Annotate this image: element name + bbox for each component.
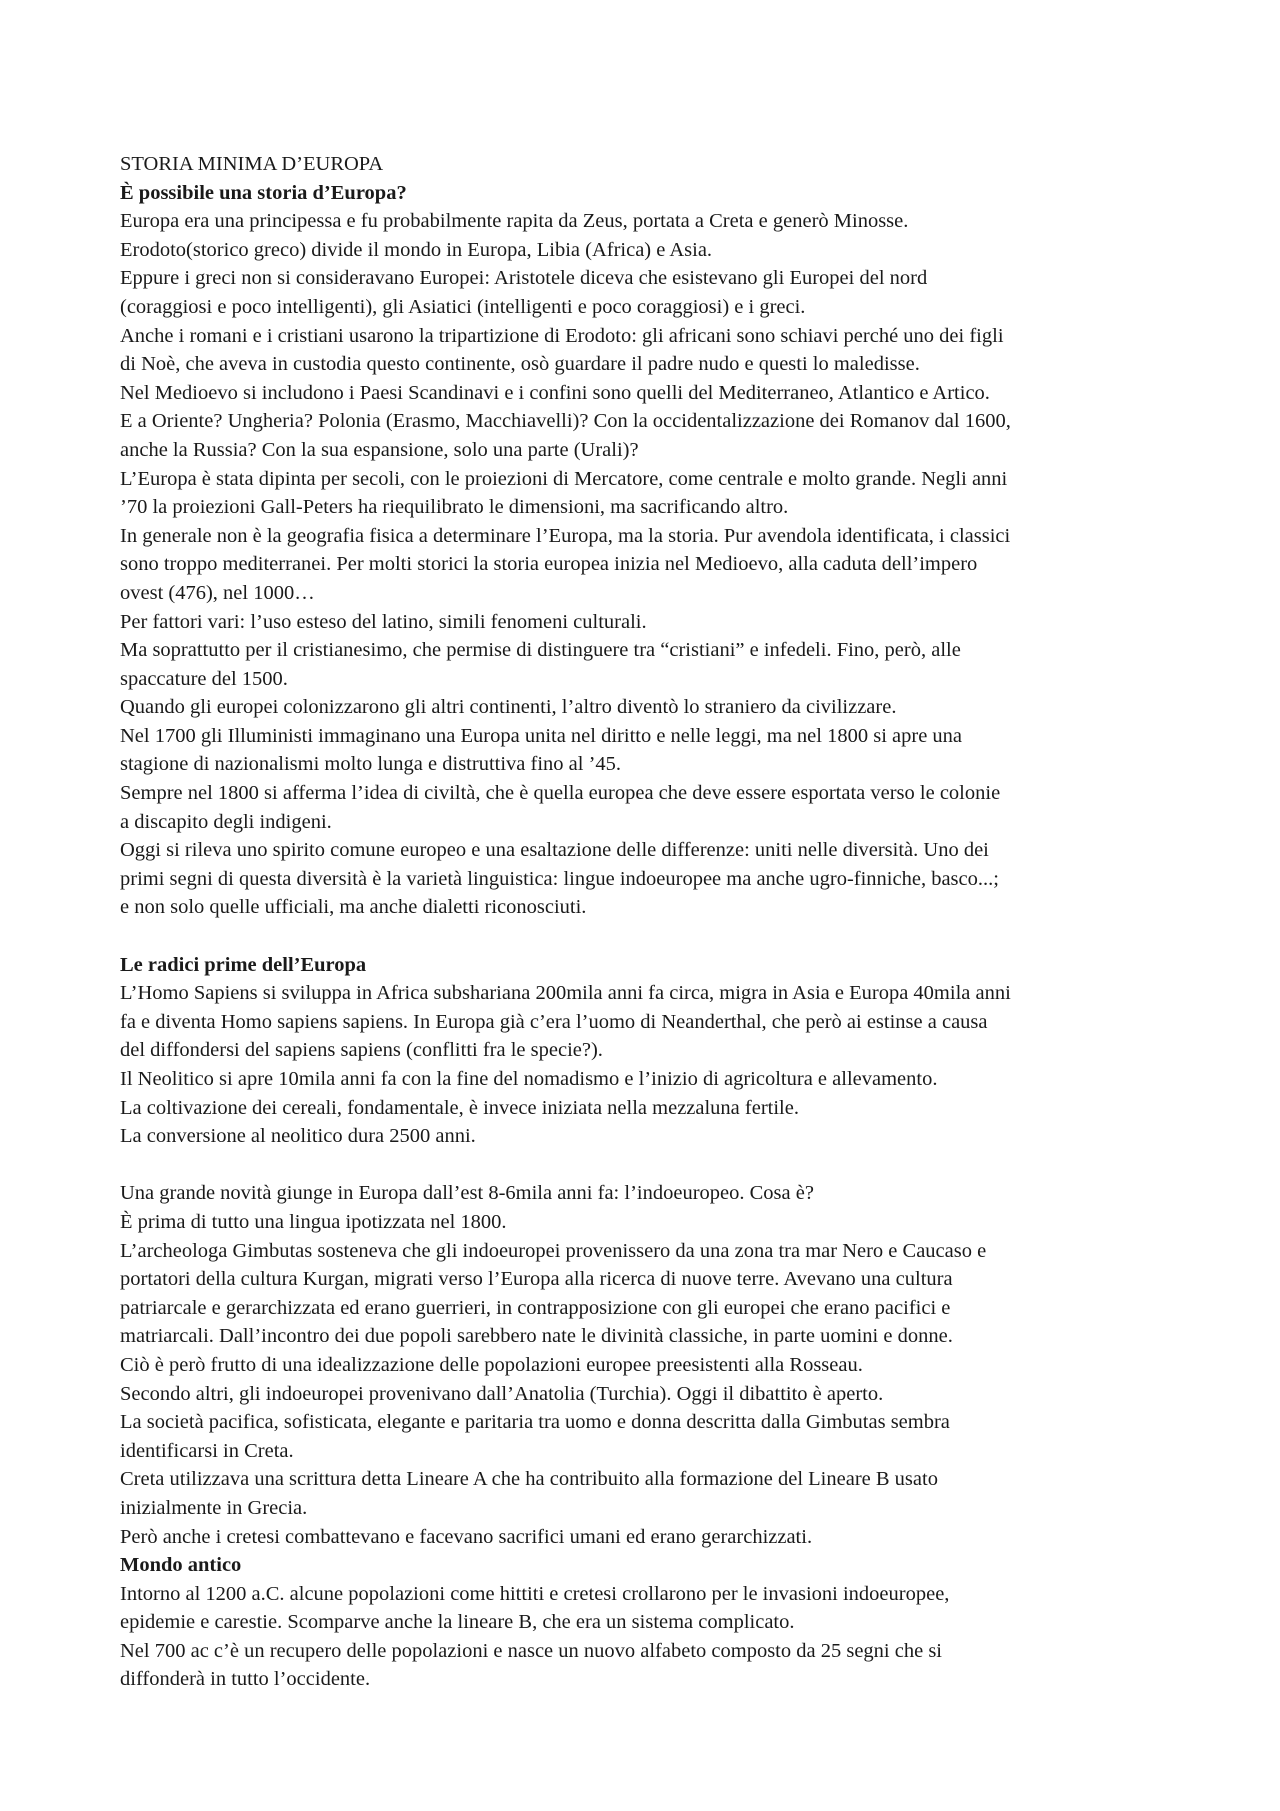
document-title: STORIA MINIMA D’EUROPA <box>120 153 384 175</box>
text-line: sono troppo mediterranei. Per molti storici la storia europea inizia nel Medioevo, alla caduta dell’impero <box>120 553 978 576</box>
text-line: matriarcali. Dall’incontro dei due popoli sarebbero nate le divinità classiche, in parte uomini e donne. <box>120 1325 953 1348</box>
text-line: spaccature del 1500. <box>120 667 288 690</box>
text-line: Ciò è però frutto di una idealizzazione delle popolazioni europee preesistenti alla Rosseau. <box>120 1353 863 1376</box>
text-line: Nel 1700 gli Illuministi immaginano una Europa unita nel diritto e nelle leggi, ma nel 1800 si apre una <box>120 724 963 747</box>
text-line: E a Oriente? Ungheria? Polonia (Erasmo, Macchiavelli)? Con la occidentalizzazione dei Romanov dal 1600, <box>120 410 1011 433</box>
text-line: Il Neolitico si apre 10mila anni fa con la fine del nomadismo e l’inizio di agricoltura e allevamento. <box>120 1068 938 1090</box>
blank-line <box>120 1151 1180 1180</box>
text-line: fa e diventa Homo sapiens sapiens. In Europa già c’era l’uomo di Neanderthal, che però ai estinse a causa <box>120 1010 988 1033</box>
text-line: Nel Medioevo si includono i Paesi Scandinavi e i confini sono quelli del Mediterraneo, Atlantico e Artico. <box>120 381 990 404</box>
text-line: del diffondersi del sapiens sapiens (conflitti fra le specie?). <box>120 1039 603 1062</box>
text-line: L’archeologa Gimbutas sosteneva che gli indoeuropei provenissero da una zona tra mar Nero e Caucaso e <box>120 1239 987 1262</box>
text-line: Sempre nel 1800 si afferma l’idea di civiltà, che è quella europea che deve essere esportata verso le colonie <box>120 782 1001 805</box>
text-line: anche la Russia? Con la sua espansione, solo una parte (Urali)? <box>120 438 639 461</box>
text-line: È prima di tutto una lingua ipotizzata nel 1800. <box>120 1210 507 1233</box>
text-line: La conversione al neolitico dura 2500 anni. <box>120 1125 476 1148</box>
text-line: L’Europa è stata dipinta per secoli, con le proiezioni di Mercatore, come centrale e molto grande. Negli anni <box>120 467 1008 490</box>
text-line: Quando gli europei colonizzarono gli altri continenti, l’altro diventò lo straniero da civilizzare. <box>120 696 897 719</box>
text-line: patriarcale e gerarchizzata ed erano guerrieri, in contrapposizione con gli europei che erano pacifici e <box>120 1296 951 1319</box>
text-line: Però anche i cretesi combattevano e facevano sacrifici umani ed erano gerarchizzati. <box>120 1525 813 1548</box>
text-line: identificarsi in Creta. <box>120 1439 294 1462</box>
text-line: Erodoto(storico greco) divide il mondo in Europa, Libia (Africa) e Asia. <box>120 238 713 261</box>
document-page <box>120 150 1180 1694</box>
text-line: Oggi si rileva uno spirito comune europeo e una esaltazione delle differenze: uniti nelle diversità. Uno dei <box>120 839 989 862</box>
blank-line <box>120 922 1180 951</box>
text-line: portatori della cultura Kurgan, migrati verso l’Europa alla ricerca di nuove terre. Avevano una cultura <box>120 1268 953 1291</box>
section-heading: È possibile una storia d’Europa? <box>120 181 407 204</box>
text-line: Intorno al 1200 a.C. alcune popolazioni come hittiti e cretesi crollarono per le invasioni indoeuropee, <box>120 1582 950 1605</box>
text-line: stagione di nazionalismi molto lunga e distruttiva fino al ’45. <box>120 753 622 776</box>
text-line: (coraggiosi e poco intelligenti), gli Asiatici (intelligenti e poco coraggiosi) e i greci. <box>120 295 806 318</box>
text-line: primi segni di questa diversità è la varietà linguistica: lingue indoeuropee ma anche ugro-finniche, basco...; <box>120 867 999 890</box>
text-line: Anche i romani e i cristiani usarono la tripartizione di Erodoto: gli africani sono schiavi perché uno dei figli <box>120 324 1004 347</box>
text-line: e non solo quelle ufficiali, ma anche dialetti riconosciuti. <box>120 896 587 919</box>
text-line: Ma soprattutto per il cristianesimo, che permise di distinguere tra “cristiani” e infedeli. Fino, però, alle <box>120 639 961 662</box>
text-line: La società pacifica, sofisticata, elegante e paritaria tra uomo e donna descritta dalla Gimbutas sembra <box>120 1411 950 1434</box>
section-heading: Mondo antico <box>120 1554 242 1577</box>
text-line: Europa era una principessa e fu probabilmente rapita da Zeus, portata a Creta e generò Minosse. <box>120 210 909 233</box>
text-line: Eppure i greci non si consideravano Europei: Aristotele diceva che esistevano gli Europei del nord <box>120 267 928 290</box>
text-line: ’70 la proiezioni Gall-Peters ha riequilibrato le dimensioni, ma sacrificando altro. <box>120 496 789 519</box>
text-line: Secondo altri, gli indoeuropei provenivano dall’Anatolia (Turchia). Oggi il dibattito è aperto. <box>120 1382 884 1405</box>
text-line: inizialmente in Grecia. <box>120 1496 308 1519</box>
text-line: Una grande novità giunge in Europa dall’est 8-6mila anni fa: l’indoeuropeo. Cosa è? <box>120 1182 814 1205</box>
text-line: Nel 700 ac c’è un recupero delle popolazioni e nasce un nuovo alfabeto composto da 25 segni che si <box>120 1639 942 1662</box>
text-line: di Noè, che aveva in custodia questo continente, osò guardare il padre nudo e questi lo maledisse. <box>120 353 920 376</box>
text-line: epidemie e carestie. Scomparve anche la lineare B, che era un sistema complicato. <box>120 1611 795 1634</box>
text-line: diffonderà in tutto l’occidente. <box>120 1668 371 1691</box>
text-line: In generale non è la geografia fisica a determinare l’Europa, ma la storia. Pur avendola identificata, i classici <box>120 524 1011 547</box>
text-line: L’Homo Sapiens si sviluppa in Africa subshariana 200mila anni fa circa, migra in Asia e Europa 40mila anni <box>120 982 1011 1005</box>
section-heading: Le radici prime dell’Europa <box>120 953 367 976</box>
text-line: Creta utilizzava una scrittura detta Lineare A che ha contribuito alla formazione del Lineare B usato <box>120 1468 938 1491</box>
text-line: a discapito degli indigeni. <box>120 810 332 833</box>
text-line: Per fattori vari: l’uso esteso del latino, simili fenomeni culturali. <box>120 610 647 633</box>
text-line: La coltivazione dei cereali, fondamentale, è invece iniziata nella mezzaluna fertile. <box>120 1096 799 1119</box>
text-line: ovest (476), nel 1000… <box>120 581 315 604</box>
